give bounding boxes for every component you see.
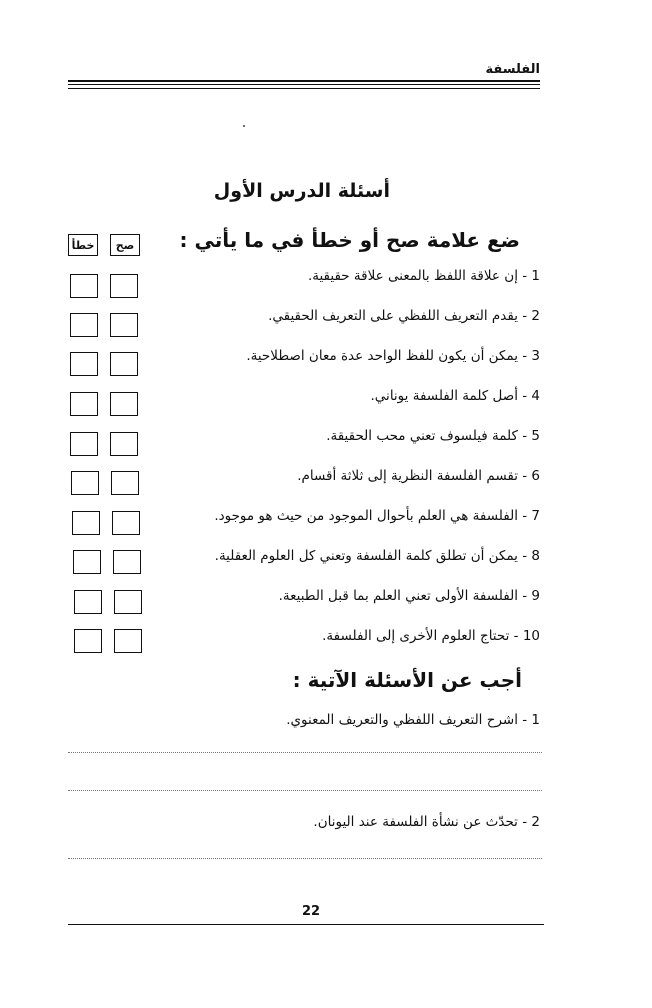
true-checkbox[interactable] (110, 432, 138, 456)
lesson-title: أسئلة الدرس الأول (213, 180, 390, 202)
false-checkbox[interactable] (70, 352, 98, 376)
true-false-statement: 3 - يمكن أن يكون للفظ الواحد عدة معان اصطلاحية. (246, 348, 540, 364)
header-rule-thin-2 (68, 88, 540, 89)
false-checkbox[interactable] (70, 432, 98, 456)
header-rule-thin (68, 84, 540, 85)
true-checkbox[interactable] (110, 274, 138, 298)
running-header-title: الفلسفة (485, 62, 540, 77)
false-checkbox[interactable] (70, 274, 98, 298)
true-false-statement: 6 - تقسم الفلسفة النظرية إلى ثلاثة أقسام. (297, 468, 540, 484)
false-checkbox[interactable] (74, 629, 102, 653)
false-checkbox[interactable] (70, 313, 98, 337)
true-false-statement: 7 - الفلسفة هي العلم بأحوال الموجود من حيث هو موجود. (214, 508, 540, 524)
header-rule-thick (68, 80, 540, 82)
false-checkbox[interactable] (73, 550, 101, 574)
true-checkbox[interactable] (110, 392, 138, 416)
true-false-statement: 10 - تحتاج العلوم الأخرى إلى الفلسفة. (322, 628, 540, 644)
true-false-statement: 8 - يمكن أن تطلق كلمة الفلسفة وتعني كل العلوم العقلية. (214, 548, 540, 564)
true-checkbox[interactable] (110, 352, 138, 376)
false-checkbox[interactable] (72, 511, 100, 535)
true-checkbox[interactable] (114, 629, 142, 653)
true-checkbox[interactable] (111, 471, 139, 495)
false-checkbox[interactable] (71, 471, 99, 495)
true-column-header: صح (110, 234, 140, 256)
false-checkbox[interactable] (70, 392, 98, 416)
answer-line[interactable] (68, 752, 542, 753)
true-false-instruction: ضع علامة صح أو خطأ في ما يأتي : (179, 228, 520, 252)
true-false-statement: 2 - يقدم التعريف اللفظي على التعريف الحقيقي. (268, 308, 540, 324)
true-false-statement: 5 - كلمة فيلسوف تعني محب الحقيقة. (326, 428, 540, 444)
true-checkbox[interactable] (113, 550, 141, 574)
true-checkbox[interactable] (110, 313, 138, 337)
true-checkbox[interactable] (112, 511, 140, 535)
false-checkbox[interactable] (74, 590, 102, 614)
true-false-statement: 9 - الفلسفة الأولى تعني العلم بما قبل الطبيعة. (278, 588, 540, 604)
true-false-statement: 4 - أصل كلمة الفلسفة يوناني. (370, 388, 540, 404)
true-false-statement: 1 - إن علاقة اللفظ بالمعنى علاقة حقيقية. (307, 268, 540, 284)
essay-question: 2 - تحدّث عن نشأة الفلسفة عند اليونان. (313, 814, 540, 830)
false-column-header: خطأ (68, 234, 98, 256)
print-speck (243, 125, 245, 127)
essay-section-heading: أجب عن الأسئلة الآتية : (292, 668, 522, 692)
essay-question: 1 - اشرح التعريف اللفظي والتعريف المعنوي. (286, 712, 540, 728)
page-number: 22 (301, 904, 321, 919)
footer-rule (68, 924, 544, 925)
true-checkbox[interactable] (114, 590, 142, 614)
answer-line[interactable] (68, 790, 542, 791)
answer-line[interactable] (68, 858, 542, 859)
